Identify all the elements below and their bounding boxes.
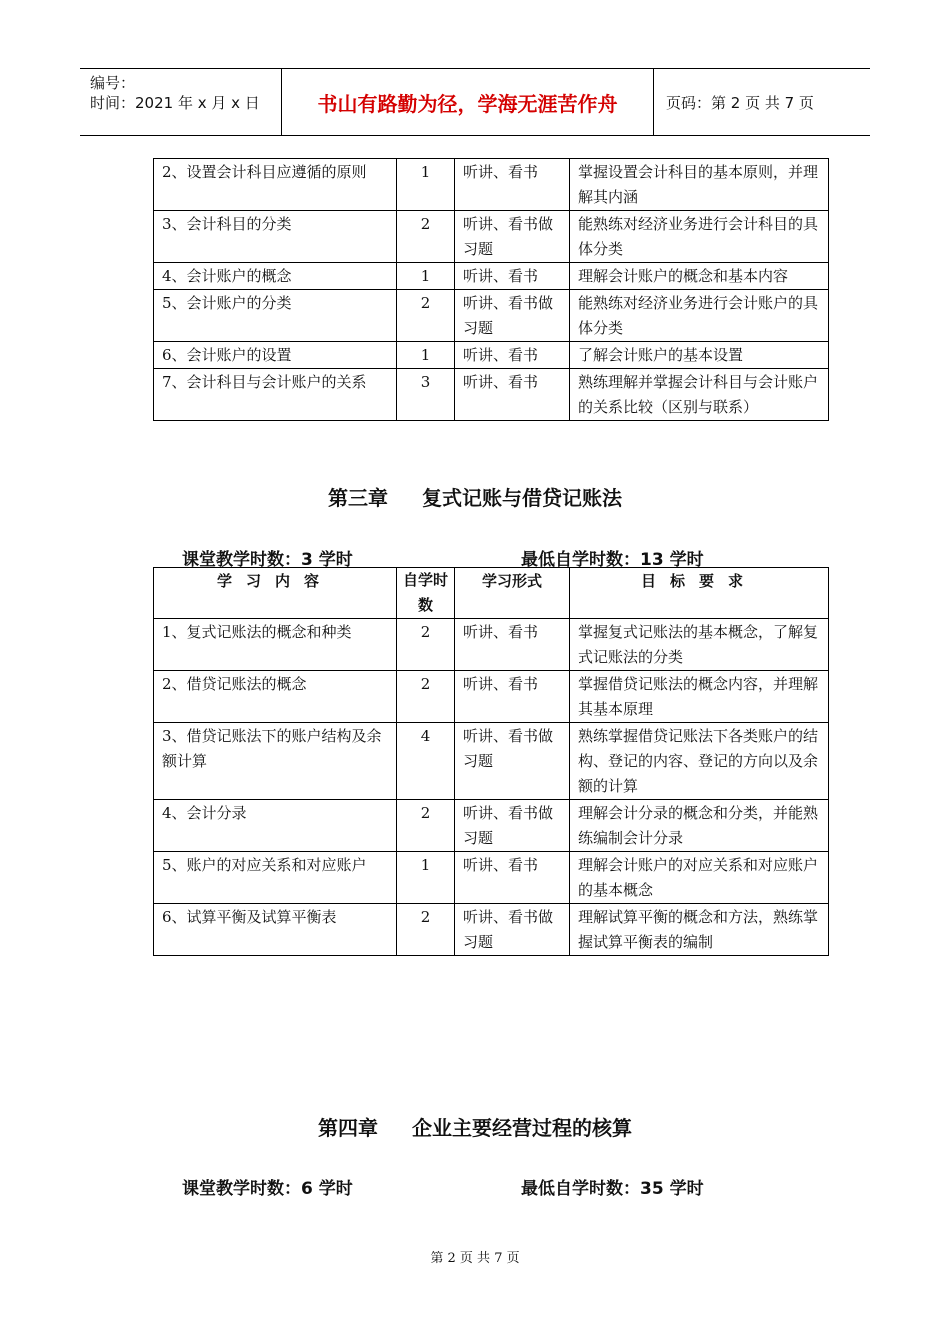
table-row (154, 290, 829, 342)
cell-content: 4、会计账户的概念 (154, 263, 397, 290)
cell-goal: 掌握复式记账法的基本概念，了解复式记账法的分类 (570, 619, 829, 671)
table-row (154, 800, 829, 852)
cell-hours: 1 (397, 852, 455, 904)
chapter3-number: 第三章 (328, 486, 388, 510)
header-content: 学习内容 (154, 568, 397, 619)
cell-form: 听讲、看书 (455, 159, 570, 211)
cell-hours: 2 (397, 619, 455, 671)
cell-content: 6、试算平衡及试算平衡表 (154, 904, 397, 956)
cell-goal: 能熟练对经济业务进行会计科目的具体分类 (570, 211, 829, 263)
cell-hours: 2 (397, 290, 455, 342)
table-row (154, 852, 829, 904)
table-row (154, 263, 829, 290)
cell-content: 5、会计账户的分类 (154, 290, 397, 342)
chapter3-self-hours: 最低自学时数：13 学时 (521, 550, 704, 570)
header-page-number: 页码：第 2 页 共 7 页 (666, 93, 814, 112)
cell-form: 听讲、看书 (455, 342, 570, 369)
cell-content: 2、借贷记账法的概念 (154, 671, 397, 723)
cell-goal: 掌握设置会计科目的基本原则，并理解其内涵 (570, 159, 829, 211)
cell-hours: 1 (397, 159, 455, 211)
cell-content: 1、复式记账法的概念和种类 (154, 619, 397, 671)
cell-goal: 理解会计分录的概念和分类，并能熟练编制会计分录 (570, 800, 829, 852)
cell-content: 3、借贷记账法下的账户结构及余额计算 (154, 723, 397, 800)
cell-form: 听讲、看书做习题 (455, 800, 570, 852)
chapter3-table (153, 567, 829, 956)
chapter4-number: 第四章 (318, 1116, 378, 1140)
cell-form: 听讲、看书 (455, 852, 570, 904)
cell-content: 5、账户的对应关系和对应账户 (154, 852, 397, 904)
cell-hours: 1 (397, 263, 455, 290)
header-form: 学习形式 (455, 568, 570, 619)
cell-content: 4、会计分录 (154, 800, 397, 852)
cell-hours: 2 (397, 211, 455, 263)
cell-form: 听讲、看书做习题 (455, 290, 570, 342)
cell-goal: 能熟练对经济业务进行会计账户的具体分类 (570, 290, 829, 342)
cell-goal: 熟练理解并掌握会计科目与会计账户的关系比较（区别与联系） (570, 369, 829, 421)
cell-content: 6、会计账户的设置 (154, 342, 397, 369)
header-meta (80, 69, 282, 135)
chapter4-class-hours: 课堂教学时数：6 学时 (182, 1179, 353, 1199)
cell-hours: 1 (397, 342, 455, 369)
page-footer: 第 2 页 共 7 页 (430, 1251, 520, 1266)
cell-hours: 2 (397, 904, 455, 956)
cell-form: 听讲、看书做习题 (455, 904, 570, 956)
cell-hours: 2 (397, 671, 455, 723)
table-row (154, 723, 829, 800)
table-row (154, 904, 829, 956)
cell-form: 听讲、看书 (455, 619, 570, 671)
cell-goal: 理解试算平衡的概念和方法，熟练掌握试算平衡表的编制 (570, 904, 829, 956)
cell-goal: 理解会计账户的对应关系和对应账户的基本概念 (570, 852, 829, 904)
table-row (154, 619, 829, 671)
header-hours: 自学时数 (397, 568, 455, 619)
page-header (80, 68, 870, 136)
table-header-row (154, 568, 829, 619)
cell-hours: 3 (397, 369, 455, 421)
cell-form: 听讲、看书 (455, 671, 570, 723)
chapter4-heading (0, 1112, 950, 1141)
table-row (154, 159, 829, 211)
table-row (154, 211, 829, 263)
cell-goal: 理解会计账户的概念和基本内容 (570, 263, 829, 290)
table-row (154, 342, 829, 369)
cell-content: 3、会计科目的分类 (154, 211, 397, 263)
chapter3-heading (0, 482, 950, 511)
table-row (154, 369, 829, 421)
cell-form: 听讲、看书做习题 (455, 723, 570, 800)
table-row (154, 671, 829, 723)
header-motto: 书山有路勤为径，学海无涯苦作舟 (282, 69, 654, 135)
cell-goal: 掌握借贷记账法的概念内容，并理解其基本原理 (570, 671, 829, 723)
cell-goal: 熟练掌握借贷记账法下各类账户的结构、登记的内容、登记的方向以及余额的计算 (570, 723, 829, 800)
cell-form: 听讲、看书 (455, 369, 570, 421)
document-date: 时间：2021 年 x 月 x 日 (90, 94, 260, 112)
chapter3-class-hours: 课堂教学时数：3 学时 (182, 550, 353, 570)
cell-hours: 4 (397, 723, 455, 800)
cell-content: 7、会计科目与会计账户的关系 (154, 369, 397, 421)
chapter4-title: 企业主要经营过程的核算 (412, 1116, 632, 1140)
cell-form: 听讲、看书 (455, 263, 570, 290)
cell-content: 2、设置会计科目应遵循的原则 (154, 159, 397, 211)
document-number: 编号： (90, 74, 136, 92)
chapter2-table (153, 158, 829, 421)
cell-hours: 2 (397, 800, 455, 852)
chapter3-title: 复式记账与借贷记账法 (422, 486, 622, 510)
cell-goal: 了解会计账户的基本设置 (570, 342, 829, 369)
header-goal: 目标要求 (570, 568, 829, 619)
chapter4-self-hours: 最低自学时数：35 学时 (521, 1179, 704, 1199)
cell-form: 听讲、看书做习题 (455, 211, 570, 263)
